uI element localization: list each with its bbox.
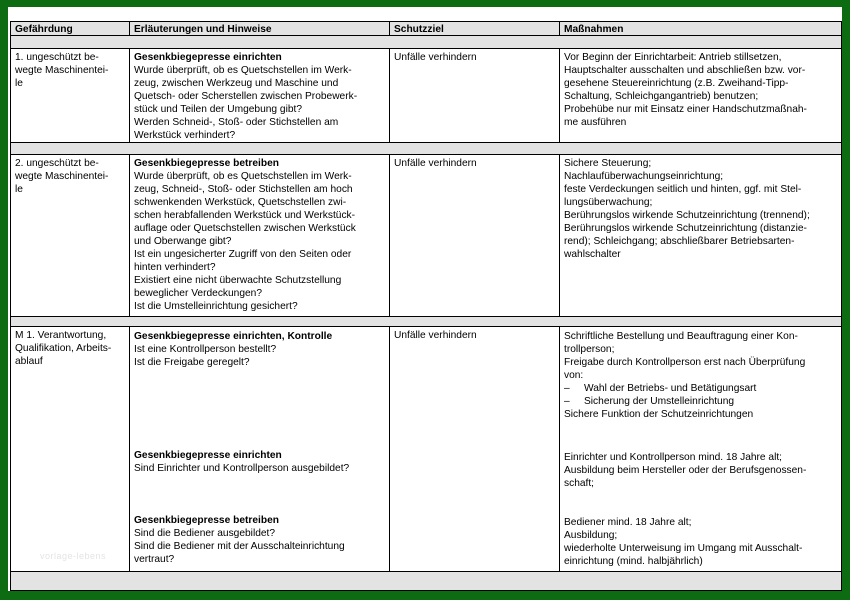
row2-measures: Sichere Steuerung; Nachlaufüberwachungseinrichtung; feste Verdeckungen seitlich und hinten, ggf. mit Stel- lungsüberwachung; Berührungslos wirkende Schutzeinrichtung (trennend); Berührungslos wirkende Schutzeinrichtung (distanzie- rend); Schleichgang; abschließbarer Betriebsarten- wahlschalter [559,154,842,317]
row-separator [10,35,842,49]
header-measures: Maßnahmen [559,21,842,36]
row3-notes-section3: Gesenkbiegepresse betreiben Sind die Bediener ausgebildet? Sind die Bediener mit der Ausschalteinrichtung vertraut? [134,515,345,565]
header-goal: Schutzziel [389,21,560,36]
row3-measures-section1: Schriftliche Bestellung und Beauftragung einer Kon- trollperson; Freigabe durch Kontrollperson erst nach Überprüfung von: – Wahl der Betriebs- und Betätigungsart – Sicherung der Umstelleinrichtung Sichere Funktion der Schutzeinrichtungen [564,331,806,420]
row2-notes: Gesenkbiegepresse betreiben Wurde überprüft, ob es Quetschstellen im Werk- zeug, Schneid-, Stoß- oder Stichstellen am hoch schwenkenden Werkstück, Quetschstellen zwi- schen herabfallenden Werkstück und Werkstück- auflage oder Quetschstellen zwischen Werkstück und Oberwange gibt? Ist ein ungesicherter Zugriff von den Seiten oder hinten verhindert? Existiert eine nicht überwachte Schutzstellung beweglicher Verdeckungen? Ist die Umstelleinrichtung gesichert? [129,154,390,317]
row3-notes [129,326,390,572]
row3-measures [559,326,842,572]
header-notes: Erläuterungen und Hinweise [129,21,390,36]
row-separator [10,571,842,591]
row1-goal: Unfälle verhindern [389,48,560,143]
header-hazard: Gefährdung [10,21,130,36]
row1-hazard: 1. ungeschützt be- wegte Maschinentei- le [10,48,130,143]
watermark: vorlage-lebens [40,551,107,561]
row3-hazard: M 1. Verantwortung, Qualifikation, Arbeits- ablauf [10,326,130,572]
list-item: – Wahl der Betriebs- und Betätigungsart [564,383,757,394]
row3-goal: Unfälle verhindern [389,326,560,572]
row3-measures-section3: Bediener mind. 18 Jahre alt; Ausbildung; wiederholte Unterweisung im Umgang mit Ausschalt- einrichtung (mind. halbjährlich) [564,517,803,567]
list-item: – Sicherung der Umstelleinrichtung [564,396,735,407]
row1-notes: Gesenkbiegepresse einrichten Wurde überprüft, ob es Quetschstellen im Werk- zeug, zwischen Werkzeug und Maschine und Quetsch- oder Scherstellen zwischen Probewerk- stück und Teilen der Umgebung gibt? Werden Schneid-, Stoß- oder Stichstellen am Werkstück verhindert? [129,48,390,143]
row1-measures: Vor Beginn der Einrichtarbeit: Antrieb stillsetzen, Hauptschalter ausschalten und abschließen bzw. vor- gesehene Steuereinrichtung (z.B. Zweihand-Tipp- Schaltung, Schleichgangantrieb) benutzen; Probehübe nur mit Einsatz einer Handschutzmaßnah- me ausführen [559,48,842,143]
row3-notes-section1: Gesenkbiegepresse einrichten, Kontrolle Ist eine Kontrollperson bestellt? Ist die Freigabe geregelt? [134,331,333,368]
row2-hazard: 2. ungeschützt be- wegte Maschinentei- le [10,154,130,317]
row2-goal: Unfälle verhindern [389,154,560,317]
row3-measures-section2: Einrichter und Kontrollperson mind. 18 Jahre alt; Ausbildung beim Hersteller oder der Berufsgenossen- schaft; [564,452,807,489]
row3-notes-section2: Gesenkbiegepresse einrichten Sind Einrichter und Kontrollperson ausgebildet? [134,450,350,474]
